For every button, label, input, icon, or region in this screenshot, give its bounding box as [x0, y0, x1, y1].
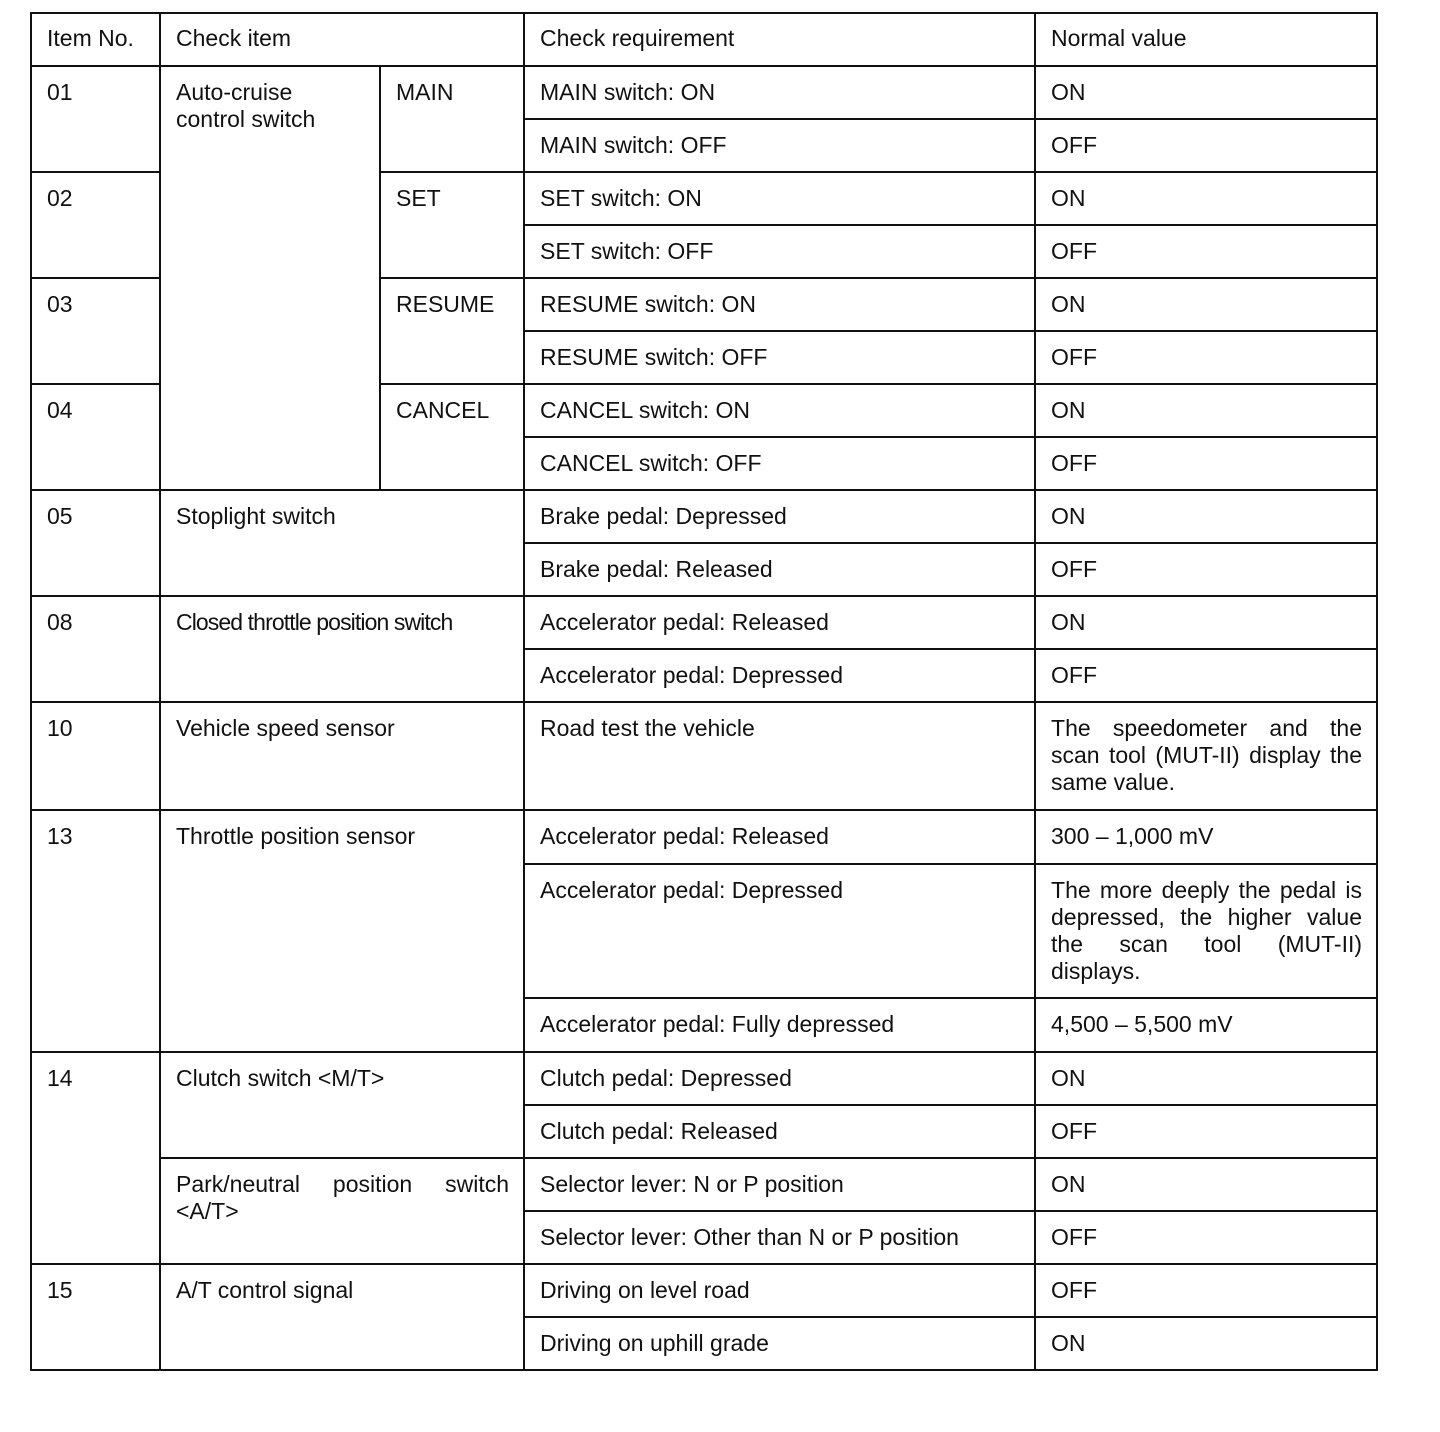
- requirement-cell: Accelerator pedal: Released: [524, 596, 1035, 649]
- sub-item-cell: SET: [380, 172, 524, 278]
- item-no-cell: 02: [31, 172, 160, 278]
- item-no-cell: 01: [31, 66, 160, 172]
- value-text: The speedometer and the scan tool (MUT-II) display the same value.: [1051, 715, 1363, 795]
- item-no-cell: 08: [31, 596, 160, 702]
- value-cell: ON: [1035, 1158, 1377, 1211]
- value-cell: 300 – 1,000 mV: [1035, 810, 1377, 864]
- requirement-cell: Brake pedal: Depressed: [524, 490, 1035, 543]
- header-check-item: Check item: [160, 13, 524, 66]
- requirement-cell: Accelerator pedal: Depressed: [524, 864, 1035, 998]
- requirement-cell: SET switch: OFF: [524, 225, 1035, 278]
- sub-item-cell: CANCEL: [380, 384, 524, 490]
- value-cell: OFF: [1035, 1211, 1377, 1264]
- value-cell: OFF: [1035, 437, 1377, 490]
- item-no-cell: 13: [31, 810, 160, 1052]
- requirement-cell: MAIN switch: ON: [524, 66, 1035, 119]
- check-item-cell: A/T control signal: [160, 1264, 524, 1370]
- header-check-requirement: Check requirement: [524, 13, 1035, 66]
- requirement-cell: Accelerator pedal: Released: [524, 810, 1035, 864]
- table-row: [31, 1052, 1377, 1105]
- table-row: [31, 702, 1377, 810]
- check-item-cell: Vehicle speed sensor: [160, 702, 524, 810]
- check-table: [30, 12, 1378, 1371]
- check-item-cell: [160, 1158, 524, 1264]
- requirement-cell: MAIN switch: OFF: [524, 119, 1035, 172]
- value-cell: ON: [1035, 172, 1377, 225]
- table-row: [31, 810, 1377, 864]
- requirement-cell: Accelerator pedal: Depressed: [524, 649, 1035, 702]
- requirement-cell: Road test the vehicle: [524, 702, 1035, 810]
- requirement-cell: Selector lever: N or P position: [524, 1158, 1035, 1211]
- check-item-text: Closed throttle position switch: [176, 609, 453, 635]
- header-item-no: Item No.: [31, 13, 160, 66]
- requirement-cell: RESUME switch: ON: [524, 278, 1035, 331]
- value-cell: OFF: [1035, 119, 1377, 172]
- value-cell: ON: [1035, 66, 1377, 119]
- item-no-cell: 10: [31, 702, 160, 810]
- requirement-cell: CANCEL switch: OFF: [524, 437, 1035, 490]
- check-item-text: Park/neutral position switch <A/T>: [176, 1171, 510, 1224]
- value-cell: 4,500 – 5,500 mV: [1035, 998, 1377, 1052]
- check-item-cell: Throttle position sensor: [160, 810, 524, 1052]
- item-no-cell: 03: [31, 278, 160, 384]
- value-cell: OFF: [1035, 331, 1377, 384]
- sub-item-cell: MAIN: [380, 66, 524, 172]
- item-no-cell: 04: [31, 384, 160, 490]
- value-cell: OFF: [1035, 649, 1377, 702]
- value-cell: ON: [1035, 384, 1377, 437]
- check-item-cell: Stoplight switch: [160, 490, 524, 596]
- item-no-cell: 05: [31, 490, 160, 596]
- requirement-cell: Brake pedal: Released: [524, 543, 1035, 596]
- requirement-cell: Clutch pedal: Released: [524, 1105, 1035, 1158]
- value-text: The more deeply the pedal is depressed, the higher value the scan tool (MUT-II) displays.: [1051, 877, 1363, 984]
- value-cell: ON: [1035, 1052, 1377, 1105]
- check-item-cell: Clutch switch <M/T>: [160, 1052, 524, 1158]
- sub-item-cell: RESUME: [380, 278, 524, 384]
- item-no-cell: 14: [31, 1052, 160, 1264]
- requirement-cell: [524, 1211, 1035, 1264]
- check-item-cell: [160, 596, 524, 702]
- value-cell: OFF: [1035, 225, 1377, 278]
- check-item-cell: [160, 66, 380, 490]
- table-row: [31, 66, 1377, 119]
- table-row: [31, 596, 1377, 649]
- table-row: [31, 1264, 1377, 1317]
- value-cell: ON: [1035, 278, 1377, 331]
- value-cell: ON: [1035, 490, 1377, 543]
- header-row: [31, 13, 1377, 66]
- value-cell: OFF: [1035, 543, 1377, 596]
- table-row: [31, 1158, 1377, 1211]
- value-cell: [1035, 702, 1377, 810]
- value-cell: OFF: [1035, 1264, 1377, 1317]
- requirement-cell: SET switch: ON: [524, 172, 1035, 225]
- value-cell: ON: [1035, 596, 1377, 649]
- check-item-text: Auto-cruise control switch: [176, 79, 316, 132]
- requirement-cell: RESUME switch: OFF: [524, 331, 1035, 384]
- requirement-cell: Accelerator pedal: Fully depressed: [524, 998, 1035, 1052]
- header-normal-value: Normal value: [1035, 13, 1377, 66]
- requirement-cell: Driving on uphill grade: [524, 1317, 1035, 1370]
- table-row: [31, 490, 1377, 543]
- requirement-cell: Driving on level road: [524, 1264, 1035, 1317]
- requirement-cell: CANCEL switch: ON: [524, 384, 1035, 437]
- item-no-cell: 15: [31, 1264, 160, 1370]
- value-cell: ON: [1035, 1317, 1377, 1370]
- value-cell: [1035, 864, 1377, 998]
- requirement-cell: Clutch pedal: Depressed: [524, 1052, 1035, 1105]
- requirement-text: Selector lever: Other than N or P position: [540, 1224, 959, 1250]
- value-cell: OFF: [1035, 1105, 1377, 1158]
